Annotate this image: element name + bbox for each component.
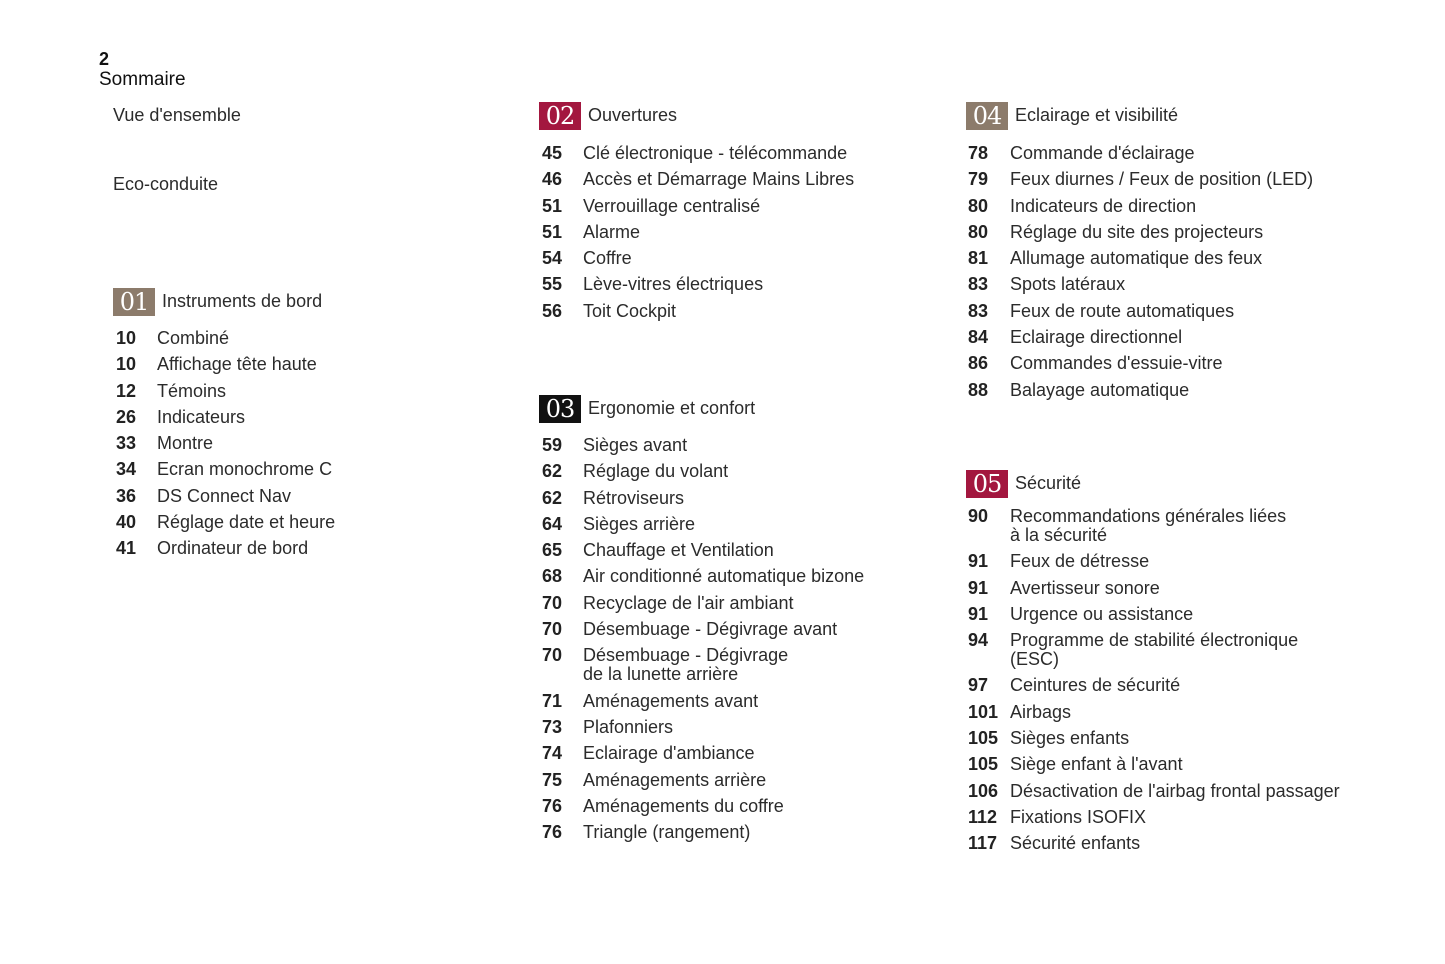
section-header[interactable] bbox=[539, 395, 864, 423]
toc-entry-line: Fixations ISOFIX bbox=[1010, 806, 1147, 827]
toc-entry[interactable] bbox=[539, 197, 854, 216]
toc-entry-label bbox=[583, 620, 864, 639]
toc-entry[interactable] bbox=[539, 744, 864, 763]
toc-entry-label bbox=[583, 462, 864, 481]
toc-page-number: 78 bbox=[968, 143, 989, 163]
section-number-badge: 01 bbox=[113, 288, 155, 316]
toc-page-number: 83 bbox=[968, 274, 989, 295]
toc-entry[interactable] bbox=[113, 355, 335, 374]
toc-entry-line: Désembuage - Dégivrage avant bbox=[583, 619, 838, 640]
toc-entry-line: Feux diurnes / Feux de position (LED) bbox=[1010, 169, 1314, 190]
section-safety bbox=[966, 470, 1340, 853]
toc-entry-line: Sièges arrière bbox=[583, 513, 696, 534]
toc-page-number: 86 bbox=[968, 353, 989, 374]
toc-entry[interactable] bbox=[539, 515, 864, 534]
toc-page-number: 106 bbox=[968, 780, 999, 801]
toc-entry-line: Rétroviseurs bbox=[583, 487, 685, 508]
toc-page-number: 55 bbox=[542, 274, 563, 295]
toc-entry-label bbox=[1010, 275, 1313, 294]
toc-page-number: 88 bbox=[968, 379, 989, 400]
toc-page-number: 54 bbox=[542, 248, 563, 269]
toc-page-number: 70 bbox=[542, 619, 563, 640]
toc-page-number: 12 bbox=[116, 380, 137, 401]
toc-page-number: 79 bbox=[968, 169, 989, 190]
toc-entry-label bbox=[1010, 579, 1340, 598]
section-number-badge: 03 bbox=[539, 395, 581, 423]
toc-entry[interactable] bbox=[966, 223, 1313, 242]
toc-entry-line: Feux de détresse bbox=[1010, 551, 1150, 572]
toc-entry-label bbox=[1010, 507, 1340, 545]
toc-page-number: 105 bbox=[968, 754, 999, 775]
toc-page-number: 74 bbox=[542, 743, 563, 764]
toc-entry-line: Balayage automatique bbox=[1010, 379, 1190, 400]
toc-entry[interactable] bbox=[539, 797, 864, 816]
toc-page-number: 62 bbox=[542, 487, 563, 508]
toc-page-number: 117 bbox=[968, 833, 998, 854]
toc-entry-line: DS Connect Nav bbox=[157, 485, 292, 506]
toc-entry[interactable] bbox=[966, 507, 1340, 545]
toc-entry[interactable] bbox=[539, 436, 864, 455]
toc-entry-line: Triangle (rangement) bbox=[583, 822, 751, 843]
entry-list bbox=[539, 436, 864, 842]
toc-entry-line: Ceintures de sécurité bbox=[1010, 675, 1181, 696]
section-openings bbox=[539, 102, 854, 321]
toc-entry[interactable] bbox=[539, 823, 864, 842]
toc-entry-label bbox=[583, 744, 864, 763]
toc-entry[interactable] bbox=[966, 302, 1313, 321]
toc-page-number: 33 bbox=[116, 433, 137, 454]
toc-page-number: 56 bbox=[542, 300, 563, 321]
toc-page-number: 40 bbox=[116, 512, 137, 533]
toc-page-number: 80 bbox=[968, 221, 989, 242]
toc-entry-label bbox=[583, 567, 864, 586]
section-title: Sécurité bbox=[1015, 472, 1082, 493]
toc-entry-label bbox=[583, 594, 864, 613]
section-lighting bbox=[966, 102, 1313, 400]
toc-entry-label bbox=[1010, 144, 1313, 163]
toc-entry-label bbox=[1010, 302, 1313, 321]
section-number-badge: 04 bbox=[966, 102, 1008, 130]
toc-entry-label bbox=[1010, 729, 1340, 748]
toc-page-number: 45 bbox=[542, 143, 563, 163]
toc-entry[interactable] bbox=[966, 676, 1340, 695]
section-comfort bbox=[539, 395, 864, 842]
toc-entry-line: Spots latéraux bbox=[1010, 274, 1126, 295]
toc-page-number: 70 bbox=[542, 592, 563, 613]
toc-entry[interactable] bbox=[539, 692, 864, 711]
toc-entry[interactable] bbox=[966, 605, 1340, 624]
toc-entry-label bbox=[583, 771, 864, 790]
toc-entry-line: Verrouillage centralisé bbox=[583, 195, 761, 216]
section-header[interactable] bbox=[539, 102, 854, 130]
toc-entry[interactable] bbox=[966, 631, 1340, 669]
toc-entry-label bbox=[157, 329, 335, 348]
toc-entry-label bbox=[1010, 328, 1313, 347]
toc-entry[interactable] bbox=[539, 620, 864, 639]
toc-entry-line: Clé électronique - télécommande bbox=[583, 143, 848, 163]
toc-entry-line: Réglage date et heure bbox=[157, 512, 336, 533]
toc-entry-label bbox=[583, 692, 864, 711]
toc-page-number: 81 bbox=[968, 248, 989, 269]
page-number: 2 bbox=[99, 49, 110, 69]
toc-entry-label bbox=[1010, 676, 1340, 695]
toc-entry-line: Aménagements avant bbox=[583, 690, 759, 711]
toc-entry-label bbox=[1010, 782, 1340, 801]
toc-entry-label bbox=[583, 170, 854, 189]
toc-entry-line: Lève-vitres électriques bbox=[583, 274, 764, 295]
toc-entry-line: Programme de stabilité électronique bbox=[1010, 630, 1299, 651]
toc-entry[interactable] bbox=[539, 462, 864, 481]
toc-entry[interactable] bbox=[539, 567, 864, 586]
toc-entry-line: de la lunette arrière bbox=[583, 664, 739, 685]
toc-page-number: 91 bbox=[968, 603, 989, 624]
toc-entry-line: Siège enfant à l'avant bbox=[1010, 754, 1183, 775]
toc-entry-line: Désembuage - Dégivrage bbox=[583, 645, 789, 666]
toc-entry[interactable] bbox=[113, 329, 335, 348]
toc-entry-label bbox=[157, 355, 335, 374]
toc-entry-label bbox=[157, 408, 335, 427]
overview-link[interactable]: Vue d'ensemble bbox=[113, 105, 241, 125]
toc-entry-label bbox=[157, 460, 335, 479]
toc-entry-label bbox=[1010, 631, 1340, 669]
toc-entry[interactable] bbox=[966, 729, 1340, 748]
toc-entry[interactable] bbox=[966, 834, 1340, 853]
toc-entry-line: Aménagements arrière bbox=[583, 769, 767, 790]
toc-entry[interactable] bbox=[539, 646, 864, 684]
toc-entry[interactable] bbox=[966, 579, 1340, 598]
toc-entry-label bbox=[583, 249, 854, 268]
section-instruments bbox=[113, 288, 335, 558]
entry-list bbox=[539, 144, 854, 321]
toc-entry-label bbox=[1010, 249, 1313, 268]
toc-entry-line: Avertisseur sonore bbox=[1010, 577, 1160, 598]
toc-entry[interactable] bbox=[539, 249, 854, 268]
toc-entry-label bbox=[583, 541, 864, 560]
toc-entry-line: Coffre bbox=[583, 248, 632, 269]
toc-entry-line: Affichage tête haute bbox=[157, 354, 317, 375]
toc-entry-label bbox=[583, 515, 864, 534]
toc-entry[interactable] bbox=[539, 170, 854, 189]
toc-entry-line: à la sécurité bbox=[1010, 525, 1108, 545]
toc-page-number: 51 bbox=[542, 221, 563, 242]
toc-entry-label bbox=[1010, 354, 1313, 373]
toc-entry-line: Ecran monochrome C bbox=[157, 459, 333, 480]
toc-entry-label bbox=[583, 489, 864, 508]
toc-entry[interactable] bbox=[539, 541, 864, 560]
toc-page-number: 97 bbox=[968, 675, 989, 696]
toc-entry[interactable] bbox=[539, 489, 864, 508]
toc-entry-label bbox=[1010, 197, 1313, 216]
toc-entry[interactable] bbox=[966, 755, 1340, 774]
toc-entry-line: Airbags bbox=[1010, 701, 1072, 722]
toc-entry-line: Indicateurs bbox=[157, 406, 246, 427]
toc-entry-line: Sièges avant bbox=[583, 435, 688, 455]
toc-page-number: 59 bbox=[542, 435, 563, 455]
toc-entry-label bbox=[583, 436, 864, 455]
toc-entry-label bbox=[157, 539, 335, 558]
toc-entry-line: Désactivation de l'airbag frontal passager bbox=[1010, 780, 1340, 801]
toc-entry[interactable] bbox=[966, 381, 1313, 400]
entry-list bbox=[966, 144, 1313, 400]
toc-page-number: 46 bbox=[542, 169, 563, 190]
toc-entry-label bbox=[583, 302, 854, 321]
section-header[interactable] bbox=[113, 288, 335, 316]
toc-page-number: 10 bbox=[116, 354, 137, 375]
toc-entry-line: Urgence ou assistance bbox=[1010, 603, 1194, 624]
toc-entry-line: Sécurité enfants bbox=[1010, 833, 1141, 854]
toc-entry[interactable] bbox=[113, 434, 335, 453]
toc-entry-line: Toit Cockpit bbox=[583, 300, 677, 321]
toc-entry[interactable] bbox=[539, 275, 854, 294]
toc-page-number: 90 bbox=[968, 506, 989, 526]
section-title: Ouvertures bbox=[588, 104, 678, 125]
eco-driving-link[interactable]: Eco-conduite bbox=[113, 174, 219, 194]
toc-entry-label bbox=[583, 275, 854, 294]
toc-entry[interactable] bbox=[539, 718, 864, 737]
toc-entry[interactable] bbox=[966, 703, 1340, 722]
toc-entry[interactable] bbox=[113, 408, 335, 427]
section-title: Ergonomie et confort bbox=[588, 397, 756, 418]
toc-entry-line: Montre bbox=[157, 433, 214, 454]
toc-entry-label bbox=[1010, 755, 1340, 774]
toc-entry-line: Commande d'éclairage bbox=[1010, 143, 1195, 163]
toc-entry-label bbox=[1010, 170, 1313, 189]
toc-entry-line: Allumage automatique des feux bbox=[1010, 248, 1263, 269]
toc-page-number: 62 bbox=[542, 461, 563, 482]
section-title: Eclairage et visibilité bbox=[1015, 104, 1179, 125]
toc-page-number: 83 bbox=[968, 300, 989, 321]
toc-entry[interactable] bbox=[966, 552, 1340, 571]
toc-entry-line: Recyclage de l'air ambiant bbox=[583, 592, 794, 613]
toc-page-number: 51 bbox=[542, 195, 563, 216]
toc-entry-line: Chauffage et Ventilation bbox=[583, 540, 774, 561]
toc-page-number: 94 bbox=[968, 630, 989, 651]
toc-page-number: 101 bbox=[968, 701, 999, 722]
section-title: Instruments de bord bbox=[162, 290, 323, 311]
toc-entry-line: Eclairage d'ambiance bbox=[583, 743, 755, 764]
toc-page-number: 70 bbox=[542, 645, 563, 666]
toc-entry-label bbox=[1010, 552, 1340, 571]
entry-list bbox=[966, 507, 1340, 853]
toc-entry[interactable] bbox=[539, 594, 864, 613]
toc-entry-label bbox=[583, 197, 854, 216]
toc-entry-label bbox=[583, 718, 864, 737]
section-header[interactable] bbox=[966, 470, 1340, 498]
toc-entry-label bbox=[157, 434, 335, 453]
toc-entry[interactable] bbox=[113, 460, 335, 479]
entry-list bbox=[113, 329, 335, 558]
toc-entry-line: Commandes d'essuie-vitre bbox=[1010, 353, 1223, 374]
toc-page-number: 76 bbox=[542, 822, 563, 843]
toc-entry-line: Sièges enfants bbox=[1010, 728, 1130, 749]
toc-entry-label bbox=[583, 797, 864, 816]
toc-page-number: 73 bbox=[542, 716, 563, 737]
toc-entry[interactable] bbox=[966, 197, 1313, 216]
toc-page-number: 41 bbox=[116, 538, 137, 559]
toc-entry[interactable] bbox=[113, 382, 335, 401]
toc-entry-label bbox=[1010, 808, 1340, 827]
toc-entry-line: Indicateurs de direction bbox=[1010, 195, 1197, 216]
toc-entry-line: Plafonniers bbox=[583, 716, 674, 737]
toc-page-number: 91 bbox=[968, 551, 989, 572]
toc-entry[interactable] bbox=[966, 275, 1313, 294]
toc-entry[interactable] bbox=[113, 513, 335, 532]
section-header[interactable] bbox=[966, 102, 1313, 130]
toc-page-number: 10 bbox=[116, 328, 137, 348]
toc-page-number: 112 bbox=[968, 806, 998, 827]
toc-page-number: 75 bbox=[542, 769, 563, 790]
page-title: Sommaire bbox=[99, 69, 186, 90]
toc-page-number: 26 bbox=[116, 406, 137, 427]
toc-entry[interactable] bbox=[966, 249, 1313, 268]
section-number-badge: 05 bbox=[966, 470, 1008, 498]
toc-entry-label bbox=[157, 513, 335, 532]
toc-page-number: 91 bbox=[968, 577, 989, 598]
toc-entry-line: Combiné bbox=[157, 328, 230, 348]
toc-page-number: 65 bbox=[542, 540, 563, 561]
toc-entry[interactable] bbox=[539, 302, 854, 321]
toc-entry-line: Ordinateur de bord bbox=[157, 538, 309, 559]
toc-page-number: 84 bbox=[968, 327, 989, 348]
toc-entry-line: (ESC) bbox=[1010, 649, 1059, 670]
toc-entry[interactable] bbox=[966, 354, 1313, 373]
toc-entry[interactable] bbox=[966, 170, 1313, 189]
toc-page-number: 71 bbox=[542, 690, 563, 711]
toc-entry-line: Alarme bbox=[583, 221, 641, 242]
toc-entry-label bbox=[583, 823, 864, 842]
toc-entry-line: Réglage du site des projecteurs bbox=[1010, 221, 1264, 242]
toc-entry[interactable] bbox=[113, 539, 335, 558]
toc-page-number: 80 bbox=[968, 195, 989, 216]
toc-entry-label bbox=[1010, 381, 1313, 400]
toc-entry[interactable] bbox=[966, 782, 1340, 801]
toc-entry-label bbox=[1010, 223, 1313, 242]
toc-page-number: 64 bbox=[542, 513, 563, 534]
toc-entry-label bbox=[1010, 703, 1340, 722]
toc-entry-line: Feux de route automatiques bbox=[1010, 300, 1235, 321]
section-number-badge: 02 bbox=[539, 102, 581, 130]
toc-page-number: 105 bbox=[968, 728, 999, 749]
toc-entry[interactable] bbox=[539, 144, 854, 163]
toc-entry[interactable] bbox=[966, 144, 1313, 163]
toc-entry[interactable] bbox=[113, 487, 335, 506]
toc-entry[interactable] bbox=[966, 328, 1313, 347]
toc-page-number: 34 bbox=[116, 459, 137, 480]
toc-entry-label bbox=[583, 223, 854, 242]
toc-page-number: 68 bbox=[542, 566, 563, 587]
toc-entry-label bbox=[1010, 834, 1340, 853]
toc-entry-label bbox=[157, 487, 335, 506]
toc-entry-line: Eclairage directionnel bbox=[1010, 327, 1183, 348]
toc-entry-line: Recommandations générales liées bbox=[1010, 506, 1287, 526]
toc-page-number: 36 bbox=[116, 485, 137, 506]
toc-entry[interactable] bbox=[539, 223, 854, 242]
toc-entry[interactable] bbox=[966, 808, 1340, 827]
toc-page-number: 76 bbox=[542, 795, 563, 816]
toc-entry-line: Accès et Démarrage Mains Libres bbox=[583, 169, 855, 190]
toc-entry[interactable] bbox=[539, 771, 864, 790]
toc-entry-label bbox=[1010, 605, 1340, 624]
toc-entry-line: Témoins bbox=[157, 380, 227, 401]
toc-entry-line: Réglage du volant bbox=[583, 461, 729, 482]
toc-entry-line: Aménagements du coffre bbox=[583, 795, 784, 816]
toc-entry-label bbox=[157, 382, 335, 401]
toc-entry-line: Air conditionné automatique bizone bbox=[583, 566, 865, 587]
toc-entry-label bbox=[583, 144, 854, 163]
toc-entry-label bbox=[583, 646, 864, 684]
